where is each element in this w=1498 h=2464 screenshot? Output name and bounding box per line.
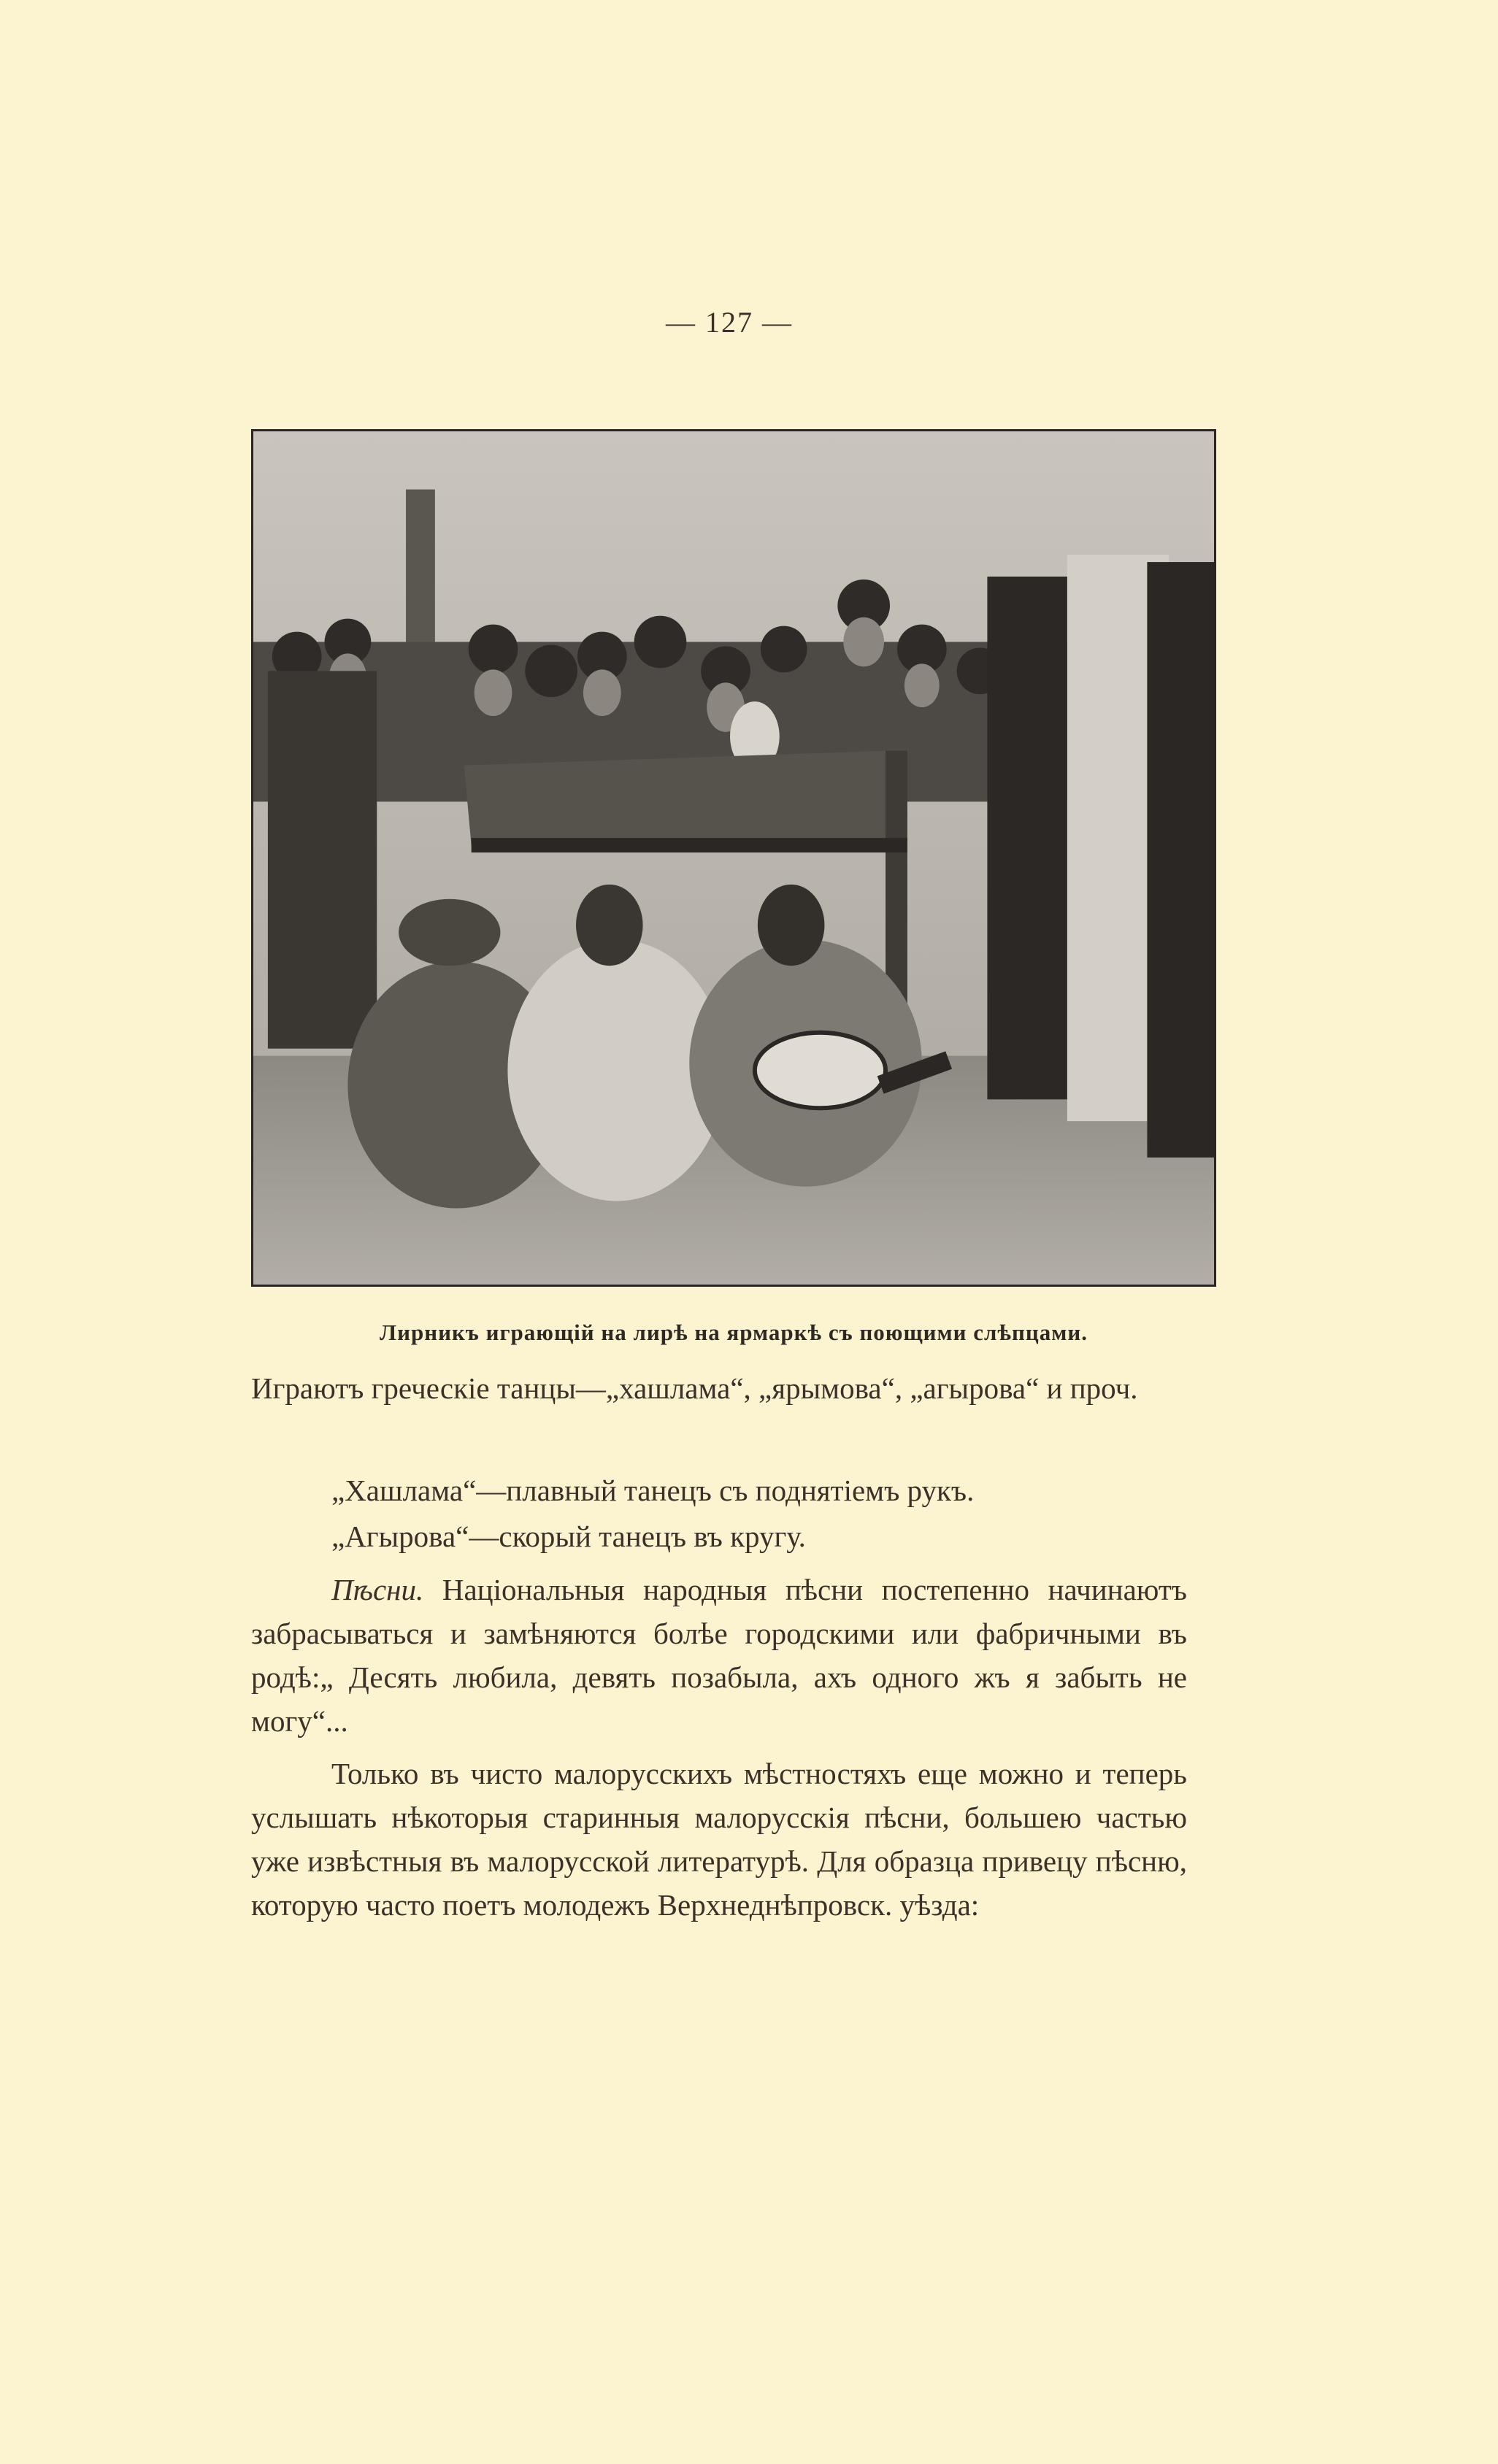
paragraph-body: Національныя народныя пѣсни постепенно начинаютъ забрасываться и замѣняются болѣе городскими или фабричными въ родѣ:„ Десять любила, девять позабыла, ахъ одного жъ я забыть не могу“... xyxy=(251,1573,1187,1738)
page-number: — 127 — xyxy=(666,306,793,339)
paragraph-agyrova xyxy=(251,1514,1187,1558)
photograph-lyre-player xyxy=(251,429,1216,1287)
paragraph-little-russian-songs xyxy=(251,1752,1187,1927)
paragraph-text: „Агырова“—скорый танецъ въ кругу. xyxy=(331,1520,806,1553)
paragraph-greek-dances xyxy=(251,1366,1187,1410)
photograph-image xyxy=(253,431,1214,1285)
paragraph-text: Только въ чисто малорусскихъ мѣстностяхъ еще можно и теперь услышать нѣкоторыя старинныя малорусскія пѣсни, большею частью уже извѣстныя въ малорусской литературѣ. Для образца привецу пѣсню, которую часто поетъ молодежъ Верхнеднѣпровск. уѣзда: xyxy=(251,1757,1187,1922)
paragraph-text: Играютъ греческіе танцы—„хашлама“, „ярымова“, „агырова“ и проч. xyxy=(251,1371,1138,1405)
paragraph-text: „Хашлама“—плавный танецъ съ поднятіемъ рукъ. xyxy=(331,1474,975,1507)
paragraph-hashlama xyxy=(251,1468,1187,1512)
paragraph-songs xyxy=(251,1568,1187,1743)
paragraph-text xyxy=(251,1568,1187,1743)
section-heading-songs: Пѣсни. xyxy=(331,1573,424,1606)
photo-caption: Лирникъ играющій на лирѣ на ярмаркѣ съ поющими слѣпцами. xyxy=(380,1320,1088,1345)
